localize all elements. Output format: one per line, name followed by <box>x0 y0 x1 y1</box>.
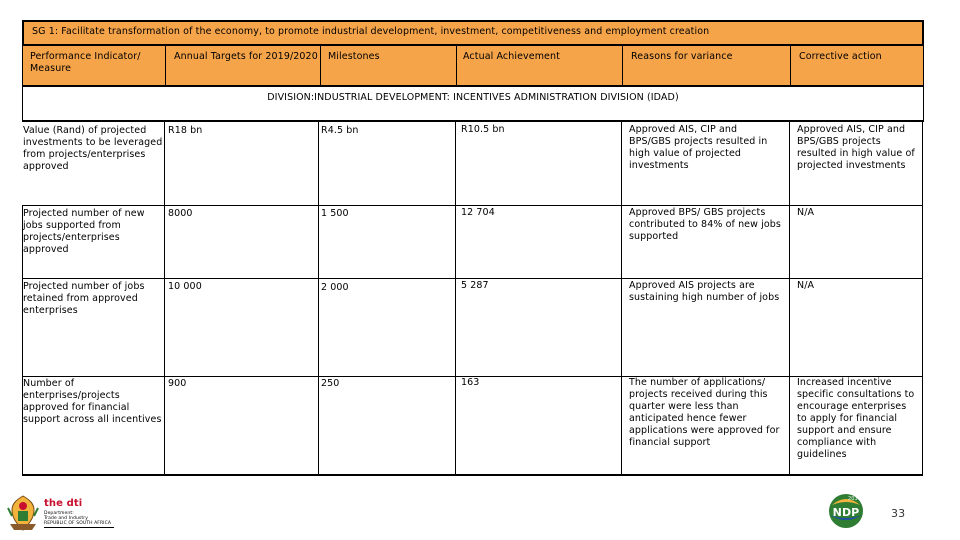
column-divider <box>164 122 165 475</box>
row3-action: N/A <box>797 280 815 291</box>
header-divider <box>790 46 791 85</box>
header-corrective-action: Corrective action <box>799 51 882 62</box>
column-divider <box>318 122 319 475</box>
goal-bar <box>22 20 924 46</box>
dti-logo-sub3: REPUBLIC OF SOUTH AFRICA <box>44 521 112 526</box>
header-performance-indicator: Performance Indicator/ Measure <box>30 51 141 74</box>
row1-action: Approved AIS, CIP and BPS/GBS projects resulted in high value of projected investments <box>797 124 915 171</box>
row-divider <box>22 278 923 279</box>
ndp-logo-text: NDP <box>832 506 860 519</box>
division-row <box>22 86 924 122</box>
row2-action: N/A <box>797 207 815 218</box>
ndp-logo <box>824 491 868 531</box>
row4-action: Increased incentive specific consultations to encourage enterprises to apply for financial support and ensure compliance with guidelines <box>797 377 915 460</box>
row1-target: R18 bn <box>168 125 203 136</box>
row2-achievement: 12 704 <box>461 207 495 218</box>
row2-indicator: Projected number of new jobs supported from projects/enterprises approved <box>23 208 145 255</box>
dti-logo-sub2: Trade and Industry <box>44 516 88 521</box>
dti-logo-title: the dti <box>44 498 83 509</box>
column-divider <box>455 122 456 475</box>
header-milestones: Milestones <box>328 51 380 62</box>
dti-logo-rule <box>44 527 114 528</box>
row4-reason: The number of applications/ projects received during this quarter were less than anticipated hence fewer applications were approved for financial support <box>629 377 780 448</box>
header-divider <box>456 46 457 85</box>
row-divider <box>22 205 923 206</box>
row1-achievement: R10.5 bn <box>461 124 505 135</box>
table-header-row <box>22 45 924 86</box>
coat-of-arms-icon <box>6 494 40 534</box>
dti-logo <box>6 494 116 534</box>
row1-indicator: Value (Rand) of projected investments to be leveraged from projects/enterprises approved <box>23 125 163 172</box>
row3-indicator: Projected number of jobs retained from approved enterprises <box>23 281 145 316</box>
goal-text: SG 1: Facilitate transformation of the economy, to promote industrial development, investment, competitiveness and employment creation <box>32 26 710 37</box>
column-divider <box>789 122 790 475</box>
division-title: DIVISION:INDUSTRIAL DEVELOPMENT: INCENTIVES ADMINISTRATION DIVISION (IDAD) <box>267 92 679 103</box>
column-divider <box>621 122 622 475</box>
table-right-border <box>922 122 923 475</box>
ndp-logo-year: 2030 <box>848 496 862 502</box>
header-actual-achievement: Actual Achievement <box>463 51 560 62</box>
row4-achievement: 163 <box>461 377 480 388</box>
row4-target: 900 <box>168 378 187 389</box>
row4-indicator: Number of enterprises/projects approved for financial support across all incentives <box>23 378 162 425</box>
dti-logo-sub1: Department: <box>44 511 74 516</box>
header-annual-targets: Annual Targets for 2019/2020 <box>174 51 318 62</box>
row3-achievement: 5 287 <box>461 280 489 291</box>
row1-milestone: R4.5 bn <box>321 125 359 136</box>
page-number: 33 <box>891 507 906 520</box>
row2-target: 8000 <box>168 208 193 219</box>
table-bottom-border <box>22 474 923 476</box>
row2-reason: Approved BPS/ GBS projects contributed to 84% of new jobs supported <box>629 207 781 242</box>
row2-milestone: 1 500 <box>321 208 349 219</box>
header-divider <box>320 46 321 85</box>
row1-reason: Approved AIS, CIP and BPS/GBS projects resulted in high value of projected investments <box>629 124 768 171</box>
row4-milestone: 250 <box>321 378 340 389</box>
header-divider <box>622 46 623 85</box>
row3-reason: Approved AIS projects are sustaining high number of jobs <box>629 280 780 303</box>
header-reasons-variance: Reasons for variance <box>631 51 733 62</box>
row3-target: 10 000 <box>168 281 202 292</box>
header-divider <box>165 46 166 85</box>
row3-milestone: 2 000 <box>321 282 349 293</box>
